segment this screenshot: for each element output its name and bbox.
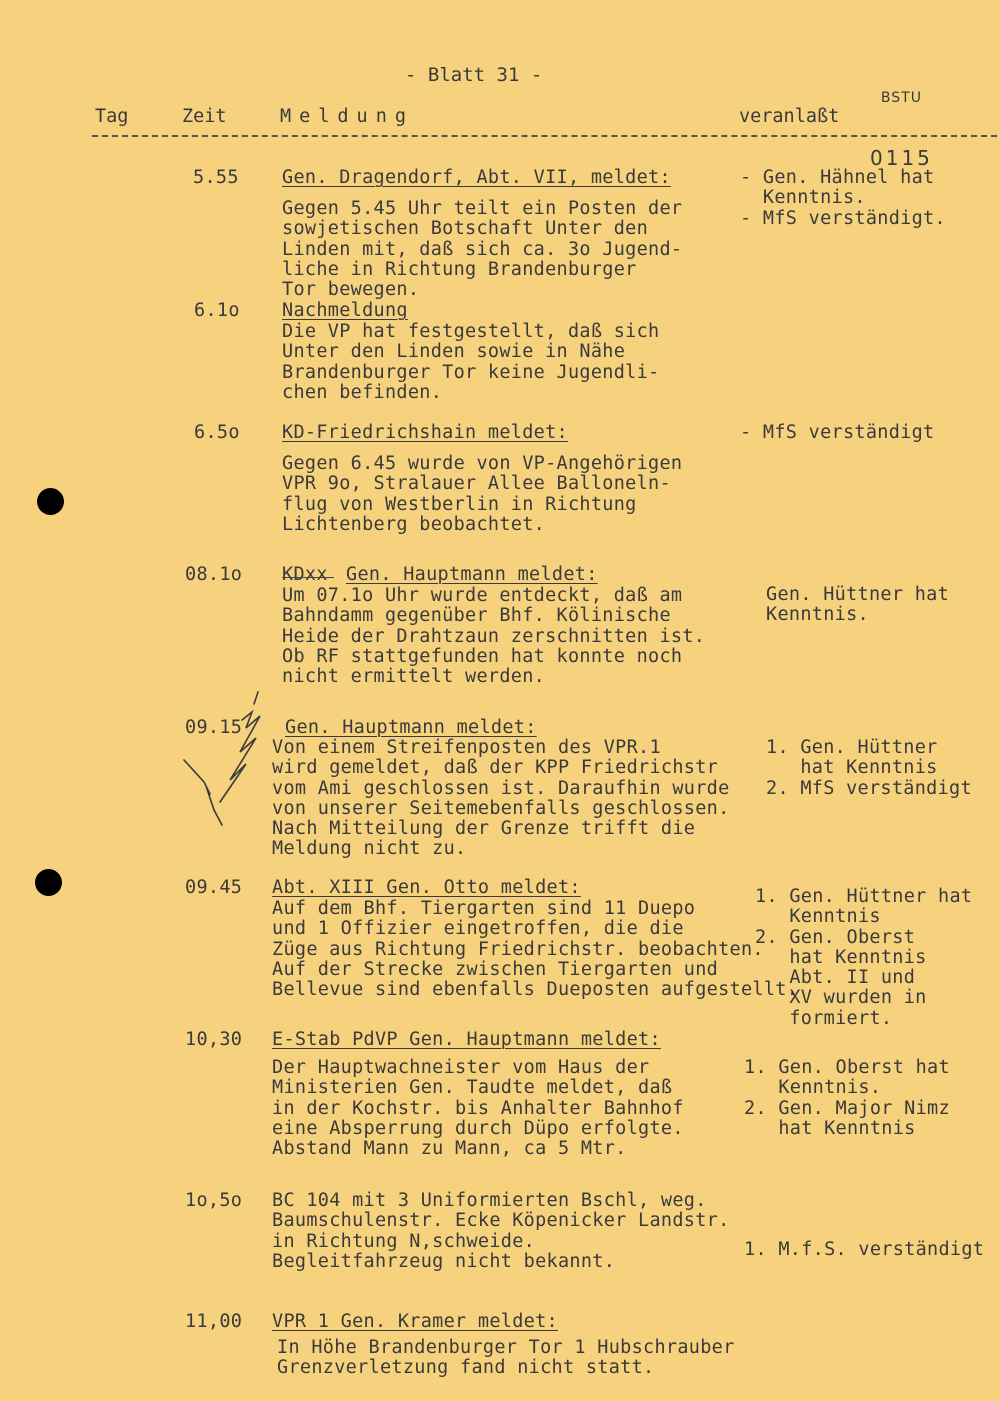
entry-heading: Gen. Dragendorf, Abt. VII, meldet: — [282, 167, 671, 188]
column-header-tag: Tag — [95, 106, 129, 127]
entry-action: 1. Gen. Hüttner hat Kenntnis 2. Gen. Oberst hat Kenntnis Abt. II und XV wurden in formiert. — [755, 886, 973, 1029]
entry-body: Von einem Streifenposten des VPR.1 wird gemeldet, daß der KPP Friedrichstr vom Ami geschlossen ist. Daraufhin wurde von unserer Seitemebenfalls geschlossen. Nach Mitteilung der Grenze trifft die Meldung nicht zu. — [272, 737, 730, 860]
entry-body: Gegen 5.45 Uhr teilt ein Posten der sowjetischen Botschaft Unter den Linden mit, daß sich ca. 3o Jugend- liche in Richtung Brandenburger Tor bewegen. — [282, 198, 683, 301]
entry-time: 11,00 — [185, 1311, 243, 1332]
header-rule — [92, 135, 997, 137]
entry-body: Der Hauptwachneister vom Haus der Ministerien Gen. Taudte meldet, daß in der Kochstr. bis Anhalter Bahnhof eine Absperrung durch Düpo erfolgte. Abstand Mann zu Mann, ca 5 Mtr. — [272, 1057, 684, 1160]
entry-action: 1. M.f.S. verständigt — [744, 1239, 985, 1260]
entry-heading: KD-Friedrichshain meldet: — [282, 422, 568, 443]
entry-time: 08.1o — [185, 564, 243, 585]
entry-body: Die VP hat festgestellt, daß sich Unter den Linden sowie in Nähe Brandenburger Tor keine Jugendli- chen befinden. — [282, 321, 660, 403]
entry-time: 09.15 — [185, 717, 243, 738]
entry-heading: E-Stab PdVP Gen. Hauptmann meldet: — [272, 1029, 661, 1050]
entry-heading: VPR 1 Gen. Kramer meldet: — [272, 1311, 558, 1332]
column-header-zeit: Zeit — [182, 106, 227, 127]
entry-time: 6.5o — [194, 422, 240, 443]
column-header-veranlasst: veranlaßt — [739, 106, 840, 127]
handwritten-checkmark — [170, 690, 265, 830]
entry-body: Auf dem Bhf. Tiergarten sind 11 Duepo und 1 Offizier eingetroffen, die die Züge aus Richtung Friedrichstr. beobachten. Auf der Strecke zwischen Tiergarten und Bellevue sind ebenfalls Dueposten aufgestellt. — [272, 898, 799, 1001]
entry-time: 5.55 — [193, 167, 239, 188]
entry-action: 1. Gen. Oberst hat Kenntnis. 2. Gen. Major Nimz hat Kenntnis — [744, 1057, 950, 1139]
entry-body: Um 07.1o Uhr wurde entdeckt, daß am Bahndamm gegenüber Bhf. Kölinische Heide der Drahtzaun zerschnitten ist. Ob RF stattgefunden hat konnte noch nicht ermittelt werden. — [282, 585, 706, 688]
punch-hole — [37, 488, 64, 515]
entry-time: 10,30 — [185, 1029, 243, 1050]
entry-time: 09.45 — [185, 877, 243, 898]
entry-action: - Gen. Hähnel hat Kenntnis. - MfS verständigt. — [740, 167, 946, 229]
punch-hole — [35, 869, 62, 896]
archive-number: 0115 — [870, 146, 933, 170]
struck-text: KDxx — [282, 564, 328, 585]
entry-heading: Gen. Hauptmann meldet: — [285, 717, 537, 738]
entry-heading: Abt. XIII Gen. Otto meldet: — [272, 877, 581, 898]
entry-time: 1o,5o — [185, 1190, 243, 1211]
entry-heading: Gen. Hauptmann meldet: — [346, 564, 598, 585]
entry-body: In Höhe Brandenburger Tor 1 Hubschrauber Grenzverletzung fand nicht statt. — [277, 1337, 735, 1379]
entry-body: Gegen 6.45 wurde von VP-Angehörigen VPR 9o, Stralauer Allee Balloneln- flug von Westberlin in Richtung Lichtenberg beobachtet. — [282, 453, 683, 535]
entry-action: 1. Gen. Hüttner hat Kenntnis 2. MfS verständigt — [766, 737, 972, 799]
column-header-meldung: Meldung — [280, 106, 414, 127]
strikethrough-line — [282, 577, 334, 578]
archive-label: BSTU — [880, 90, 922, 106]
entry-action: - MfS verständigt — [740, 422, 935, 443]
entry-action: Gen. Hüttner hat Kenntnis. — [766, 584, 950, 626]
entry-body: BC 104 mit 3 Uniformierten Bschl, weg. Baumschulenstr. Ecke Köpenicker Landstr. in Richtung N,schweide. Begleitfahrzeug nicht bekannt. — [272, 1190, 730, 1272]
entry-heading: Nachmeldung — [282, 300, 408, 321]
entry-time: 6.1o — [194, 300, 240, 321]
sheet-number: - Blatt 31 - — [405, 64, 543, 86]
